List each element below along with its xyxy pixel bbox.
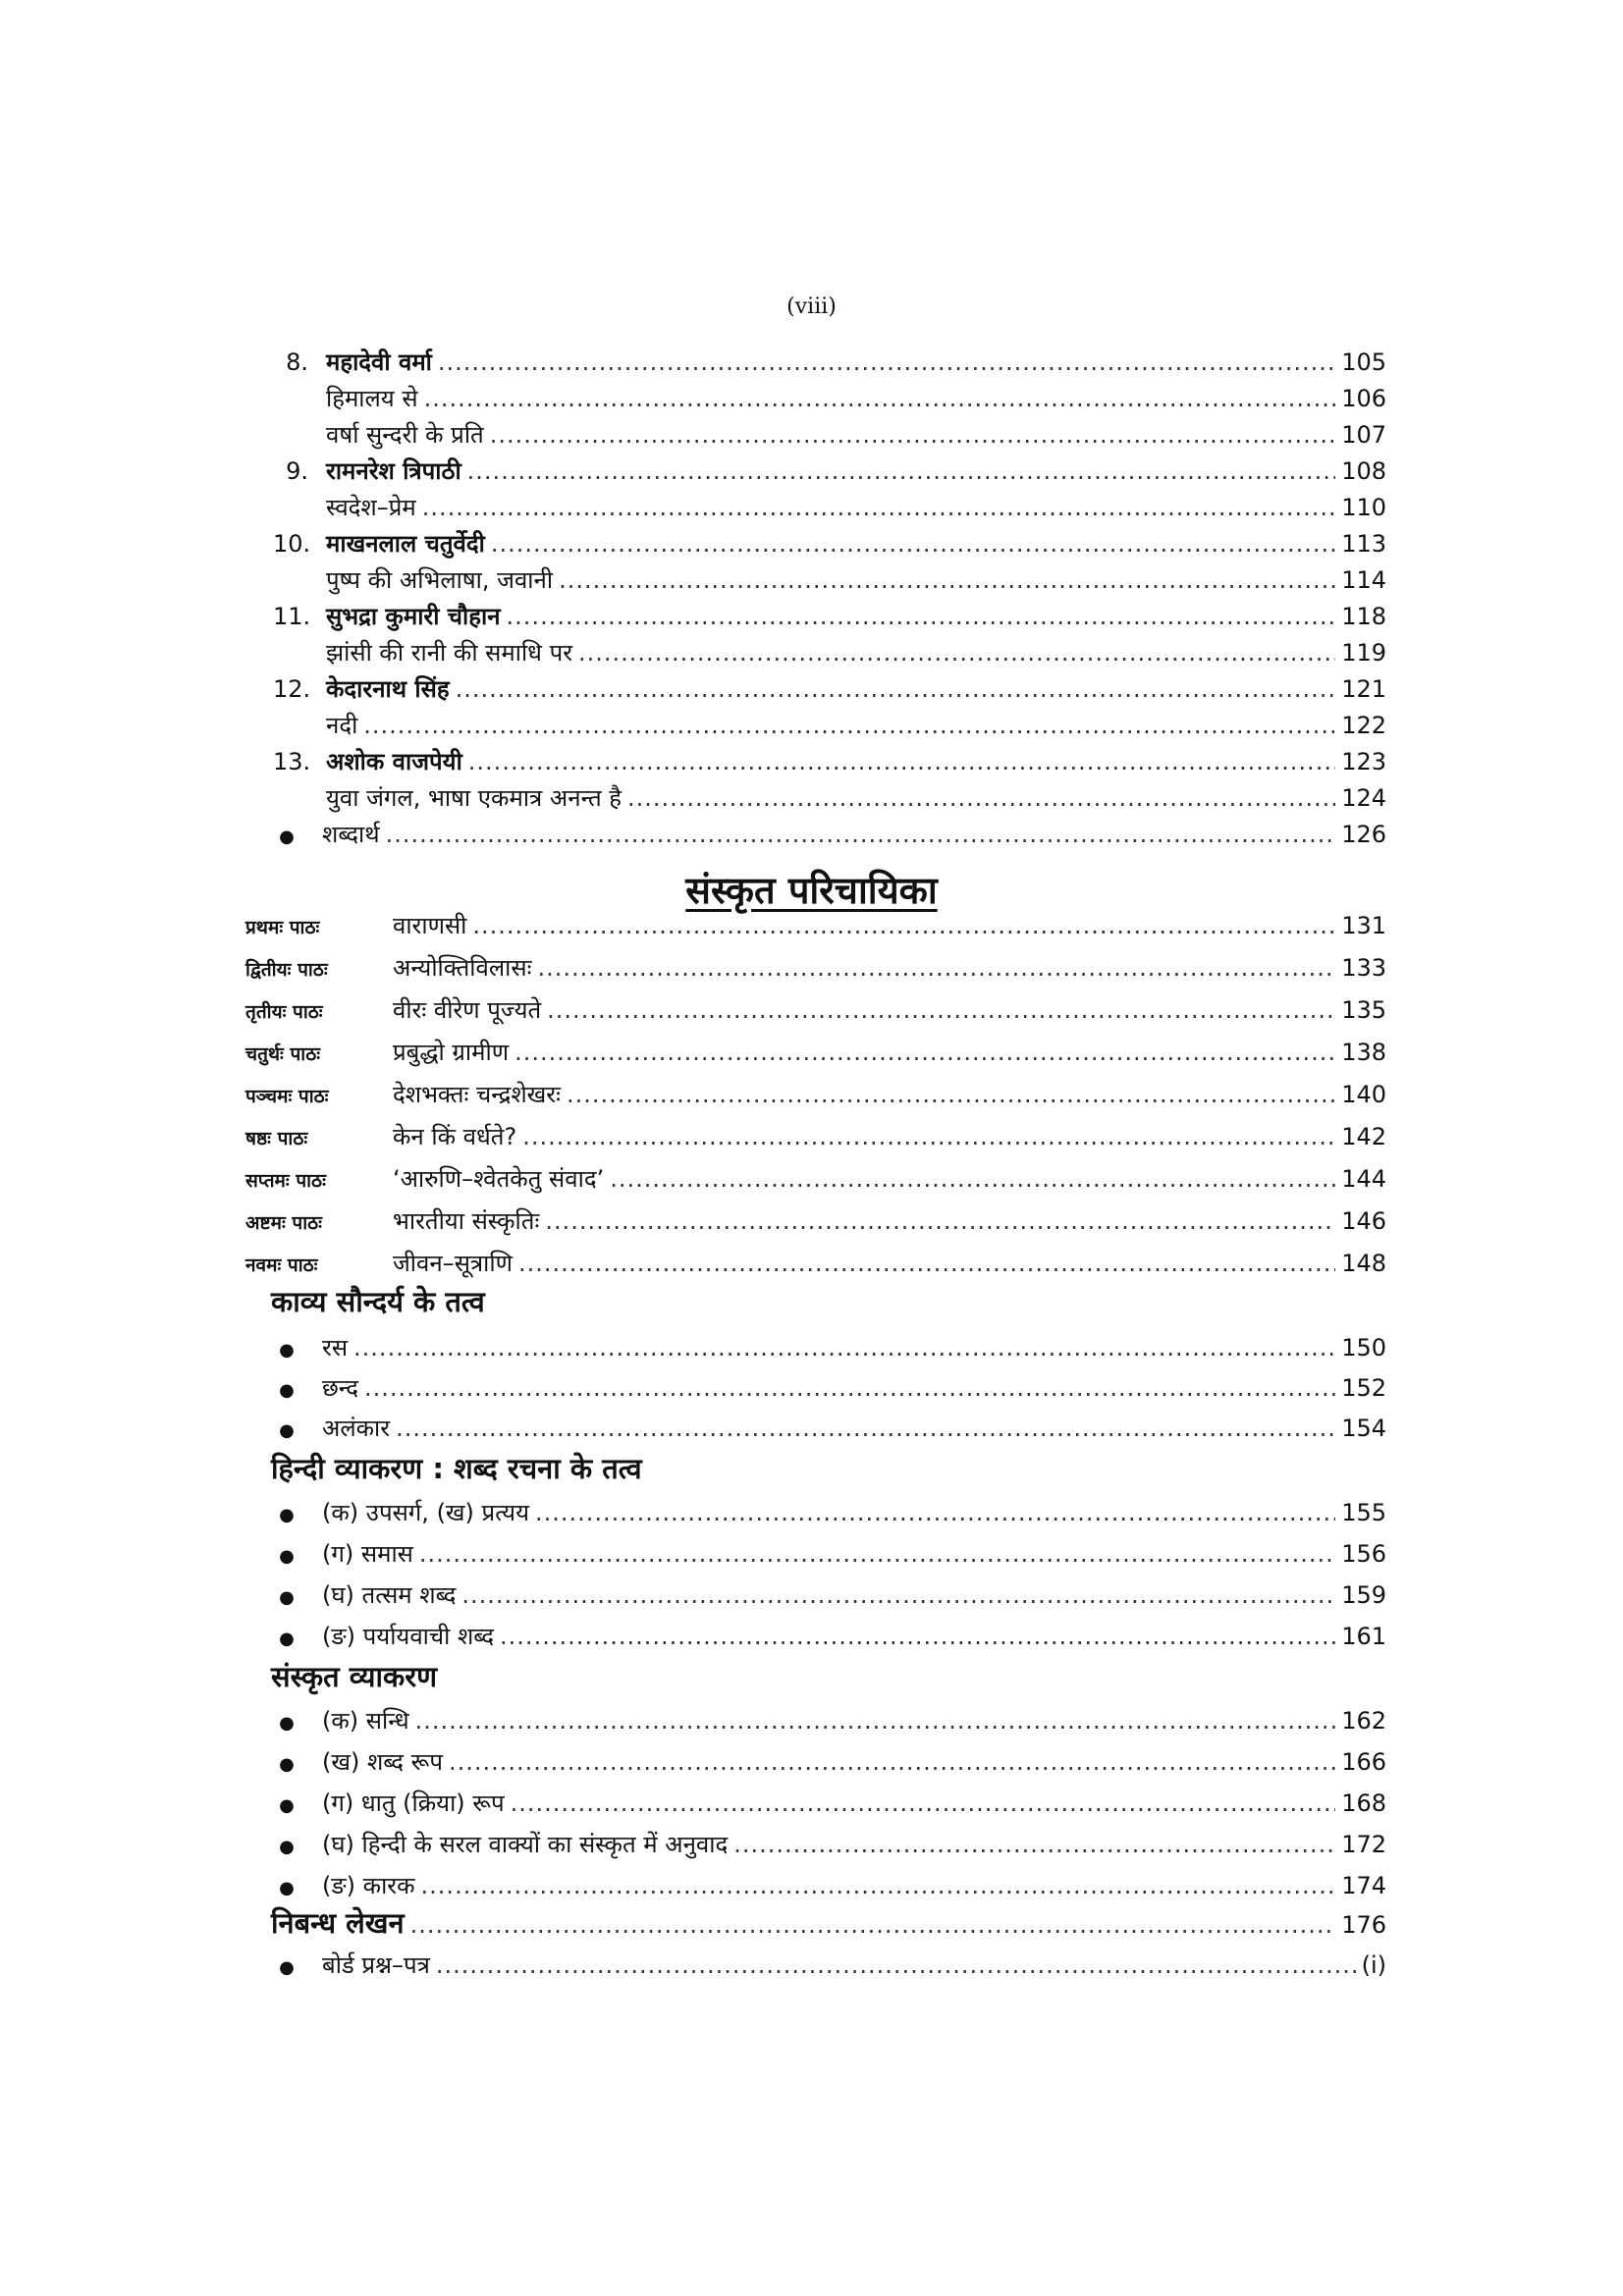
- entry-page: 148: [1341, 1250, 1386, 1277]
- entry-title: रामनरेश त्रिपाठी: [326, 457, 461, 485]
- hindi-grammar-heading: हिन्दी व्याकरण : शब्द रचना के तत्व: [271, 1452, 642, 1485]
- sanskrit-grammar-heading: संस्कृत व्याकरण: [271, 1660, 438, 1693]
- lesson-label: पञ्चमः पाठः: [245, 1086, 329, 1107]
- entry-title: झांसी की रानी की समाधि पर: [326, 639, 573, 667]
- entry-title: अलंकार: [322, 1415, 391, 1442]
- entry-page: 156: [1341, 1540, 1386, 1568]
- entry-page: 176: [1341, 1911, 1386, 1939]
- toc-entry[interactable]: [245, 993, 1386, 1027]
- bullet-icon: ●: [279, 1713, 295, 1734]
- toc-entry[interactable]: [279, 1371, 1386, 1405]
- entry-page: 155: [1341, 1499, 1386, 1526]
- entry-page: 105: [1341, 348, 1386, 376]
- toc-entry[interactable]: [273, 600, 1386, 633]
- bullet-icon: ●: [279, 1629, 295, 1649]
- dot-leader: [522, 1120, 1335, 1153]
- lesson-label: अष्टमः पाठः: [245, 1212, 323, 1234]
- dot-leader: [438, 346, 1335, 379]
- dot-leader: [424, 382, 1336, 415]
- dot-leader: [578, 636, 1335, 669]
- entry-page: 124: [1341, 784, 1386, 812]
- entry-title: वाराणसी: [393, 912, 467, 939]
- entry-title: युवा जंगल, भाषा एकमात्र अनन्त है: [326, 784, 622, 812]
- entry-page: 122: [1341, 712, 1386, 739]
- entry-page: 110: [1341, 494, 1386, 521]
- bullet-icon: ●: [279, 827, 295, 847]
- lesson-label: नवमः पाठः: [245, 1255, 318, 1276]
- entry-page: 107: [1341, 421, 1386, 449]
- entry-title: जीवन–सूत्राणि: [393, 1250, 513, 1277]
- toc-entry[interactable]: [273, 781, 1386, 815]
- entry-title: (क) उपसर्ग, (ख) प्रत्यय: [322, 1499, 530, 1526]
- dot-leader: [468, 745, 1335, 778]
- kavya-heading: काव्य सौन्दर्य के तत्व: [271, 1285, 485, 1318]
- dot-leader: [559, 563, 1335, 597]
- bullet-icon: ●: [279, 1795, 295, 1816]
- dot-leader: [490, 418, 1335, 452]
- lesson-label: द्वितीयः पाठः: [245, 959, 328, 981]
- dot-leader: [511, 1787, 1336, 1820]
- lesson-label: तृतीयः पाठः: [245, 1001, 323, 1023]
- toc-entry[interactable]: [245, 1036, 1386, 1069]
- toc-entry[interactable]: [279, 1331, 1386, 1364]
- toc-entry[interactable]: [279, 1828, 1386, 1861]
- entry-page: 144: [1341, 1165, 1386, 1193]
- toc-entry[interactable]: [273, 418, 1386, 452]
- toc-entry[interactable]: [279, 818, 1386, 851]
- toc-entry[interactable]: [273, 636, 1386, 669]
- dot-leader: [419, 1537, 1335, 1571]
- lesson-label: चतुर्थः पाठः: [245, 1043, 321, 1065]
- dot-leader: [467, 454, 1336, 488]
- entry-title: (घ) हिन्दी के सरल वाक्यों का संस्कृत में अनुवाद: [322, 1831, 729, 1858]
- dot-leader: [545, 1204, 1335, 1238]
- entry-title: पुष्प की अभिलाषा, जवानी: [326, 566, 554, 594]
- dot-leader: [396, 1412, 1335, 1445]
- dot-leader: [386, 818, 1336, 851]
- toc-entry[interactable]: [273, 491, 1386, 524]
- entry-number: 9.: [286, 457, 308, 485]
- toc-entry[interactable]: [245, 1204, 1386, 1238]
- bullet-icon: ●: [279, 1505, 295, 1525]
- entry-page: 121: [1341, 675, 1386, 703]
- entry-page: 142: [1341, 1123, 1386, 1150]
- entry-page: 150: [1341, 1334, 1386, 1362]
- dot-leader: [353, 1331, 1335, 1364]
- toc-entry[interactable]: [273, 346, 1386, 379]
- bullet-icon: ●: [279, 1420, 295, 1441]
- toc-entry[interactable]: [279, 1496, 1386, 1529]
- entry-page: 106: [1341, 385, 1386, 412]
- entry-title: नदी: [326, 712, 358, 739]
- toc-entry[interactable]: [273, 672, 1386, 706]
- dot-leader: [456, 672, 1336, 706]
- entry-title: अशोक वाजपेयी: [326, 748, 462, 775]
- lesson-label: सप्तमः पाठः: [245, 1170, 326, 1192]
- entry-title: केदारनाथ सिंह: [326, 675, 450, 703]
- entry-number: 13.: [273, 748, 311, 775]
- entry-page: 108: [1341, 457, 1386, 485]
- bullet-icon: ●: [279, 1380, 295, 1401]
- lesson-label: षष्ठः पाठः: [245, 1128, 308, 1149]
- dot-leader: [449, 1745, 1335, 1779]
- dot-leader: [500, 1620, 1335, 1653]
- toc-entry[interactable]: [245, 1078, 1386, 1111]
- entry-page: 172: [1341, 1831, 1386, 1858]
- sanskrit-section-heading: [0, 864, 1623, 915]
- entry-page: 166: [1341, 1748, 1386, 1776]
- sanskrit-section-title: संस्कृत परिचायिका: [685, 869, 938, 912]
- bullet-icon: ●: [279, 1878, 295, 1898]
- bullet-icon: ●: [279, 1837, 295, 1857]
- entry-title: (ग) धातु (क्रिया) रूप: [322, 1789, 505, 1817]
- toc-entry[interactable]: [245, 951, 1386, 985]
- entry-title: बोर्ड प्रश्न–पत्र: [322, 1951, 430, 1979]
- bullet-icon: ●: [279, 1957, 295, 1978]
- entry-number: 12.: [273, 675, 311, 703]
- toc-entry-essay[interactable]: [271, 1906, 1386, 1940]
- entry-page: 146: [1341, 1207, 1386, 1235]
- entry-page: 119: [1341, 639, 1386, 667]
- entry-title: (ङ) पर्यायवाची शब्द: [322, 1623, 495, 1650]
- entry-title: निबन्ध लेखन: [271, 1906, 405, 1940]
- entry-title: माखनलाल चतुर्वेदी: [326, 530, 485, 558]
- page-number: (viii): [786, 294, 837, 319]
- toc-entry[interactable]: [273, 382, 1386, 415]
- entry-page: 131: [1341, 912, 1386, 939]
- dot-leader: [422, 491, 1335, 524]
- entry-page: 138: [1341, 1039, 1386, 1066]
- toc-entry[interactable]: [273, 563, 1386, 597]
- entry-title: (घ) तत्सम शब्द: [322, 1581, 457, 1609]
- dot-leader: [514, 1036, 1335, 1069]
- toc-entry[interactable]: [273, 709, 1386, 742]
- bullet-icon: ●: [279, 1754, 295, 1775]
- toc-entry[interactable]: [273, 527, 1386, 561]
- dot-leader: [410, 1908, 1336, 1942]
- dot-leader: [491, 527, 1335, 561]
- entry-page: 114: [1341, 566, 1386, 594]
- entry-title: भारतीया संस्कृतिः: [393, 1207, 540, 1235]
- entry-page: 123: [1341, 748, 1386, 775]
- dot-leader: [421, 1869, 1336, 1902]
- entry-title: हिमालय से: [326, 385, 418, 412]
- toc-entry[interactable]: [279, 1620, 1386, 1653]
- toc-entry[interactable]: [245, 1162, 1386, 1196]
- toc-entry[interactable]: [279, 1537, 1386, 1571]
- entry-title: (ङ) कारक: [322, 1872, 415, 1899]
- dot-leader: [567, 1078, 1335, 1111]
- entry-title: स्वदेश–प्रेम: [326, 494, 416, 521]
- entry-title: सुभद्रा कुमारी चौहान: [326, 603, 501, 630]
- bullet-icon: ●: [279, 1546, 295, 1567]
- entry-title: ‘आरुणि–श्वेतकेतु संवाद’: [393, 1165, 605, 1193]
- dot-leader: [537, 951, 1335, 985]
- dot-leader: [461, 1578, 1335, 1612]
- toc-entry[interactable]: [279, 1787, 1386, 1820]
- toc-entry[interactable]: [273, 745, 1386, 778]
- dot-leader: [535, 1496, 1335, 1529]
- entry-page: 152: [1341, 1374, 1386, 1402]
- entry-title: शब्दार्थ: [322, 821, 380, 848]
- entry-page: 154: [1341, 1415, 1386, 1442]
- dot-leader: [415, 1704, 1336, 1737]
- entry-page: (i): [1361, 1951, 1386, 1979]
- toc-entry[interactable]: [279, 1704, 1386, 1737]
- entry-title: छन्द: [322, 1374, 358, 1402]
- dot-leader: [610, 1162, 1335, 1196]
- dot-leader: [507, 600, 1336, 633]
- entry-title: (ग) समास: [322, 1540, 413, 1568]
- dot-leader: [733, 1828, 1335, 1861]
- toc-entry[interactable]: [279, 1412, 1386, 1445]
- dot-leader: [547, 993, 1335, 1027]
- entry-title: अन्योक्तिविलासः: [393, 954, 532, 982]
- entry-title: महादेवी वर्मा: [326, 348, 432, 376]
- toc-entry[interactable]: [279, 1869, 1386, 1902]
- entry-number: 10.: [273, 530, 311, 558]
- toc-entry[interactable]: [273, 454, 1386, 488]
- toc-entry[interactable]: [245, 1120, 1386, 1153]
- entry-page: 174: [1341, 1872, 1386, 1899]
- entry-page: 159: [1341, 1581, 1386, 1609]
- entry-number: 11.: [273, 603, 311, 630]
- dot-leader: [363, 709, 1335, 742]
- toc-entry[interactable]: [279, 1745, 1386, 1779]
- toc-entry[interactable]: [245, 1247, 1386, 1280]
- dot-leader: [472, 909, 1335, 942]
- entry-page: 162: [1341, 1707, 1386, 1735]
- entry-title: वर्षा सुन्दरी के प्रति: [326, 421, 484, 449]
- entry-title: (ख) शब्द रूप: [322, 1748, 443, 1776]
- entry-title: (क) सन्धि: [322, 1707, 409, 1735]
- entry-title: देशभक्तः चन्द्रशेखरः: [393, 1081, 561, 1108]
- dot-leader: [518, 1247, 1335, 1280]
- entry-page: 140: [1341, 1081, 1386, 1108]
- bullet-icon: ●: [279, 1587, 295, 1608]
- toc-entry[interactable]: [279, 1578, 1386, 1612]
- entry-page: 161: [1341, 1623, 1386, 1650]
- entry-title: केन किं वर्धते?: [393, 1123, 517, 1150]
- bullet-icon: ●: [279, 1340, 295, 1361]
- entry-page: 126: [1341, 821, 1386, 848]
- entry-page: 118: [1341, 603, 1386, 630]
- entry-page: 113: [1341, 530, 1386, 558]
- dot-leader: [436, 1949, 1356, 1982]
- entry-title: प्रबुद्धो ग्रामीण: [393, 1039, 510, 1066]
- lesson-label: प्रथमः पाठः: [245, 917, 320, 938]
- entry-title: रस: [322, 1334, 349, 1362]
- toc-entry[interactable]: [279, 1949, 1386, 1982]
- entry-page: 168: [1341, 1789, 1386, 1817]
- toc-entry[interactable]: [245, 909, 1386, 942]
- entry-number: 8.: [286, 348, 308, 376]
- dot-leader: [627, 781, 1335, 815]
- entry-page: 135: [1341, 996, 1386, 1024]
- entry-page: 133: [1341, 954, 1386, 982]
- entry-title: वीरः वीरेण पूज्यते: [393, 996, 542, 1024]
- dot-leader: [364, 1371, 1335, 1405]
